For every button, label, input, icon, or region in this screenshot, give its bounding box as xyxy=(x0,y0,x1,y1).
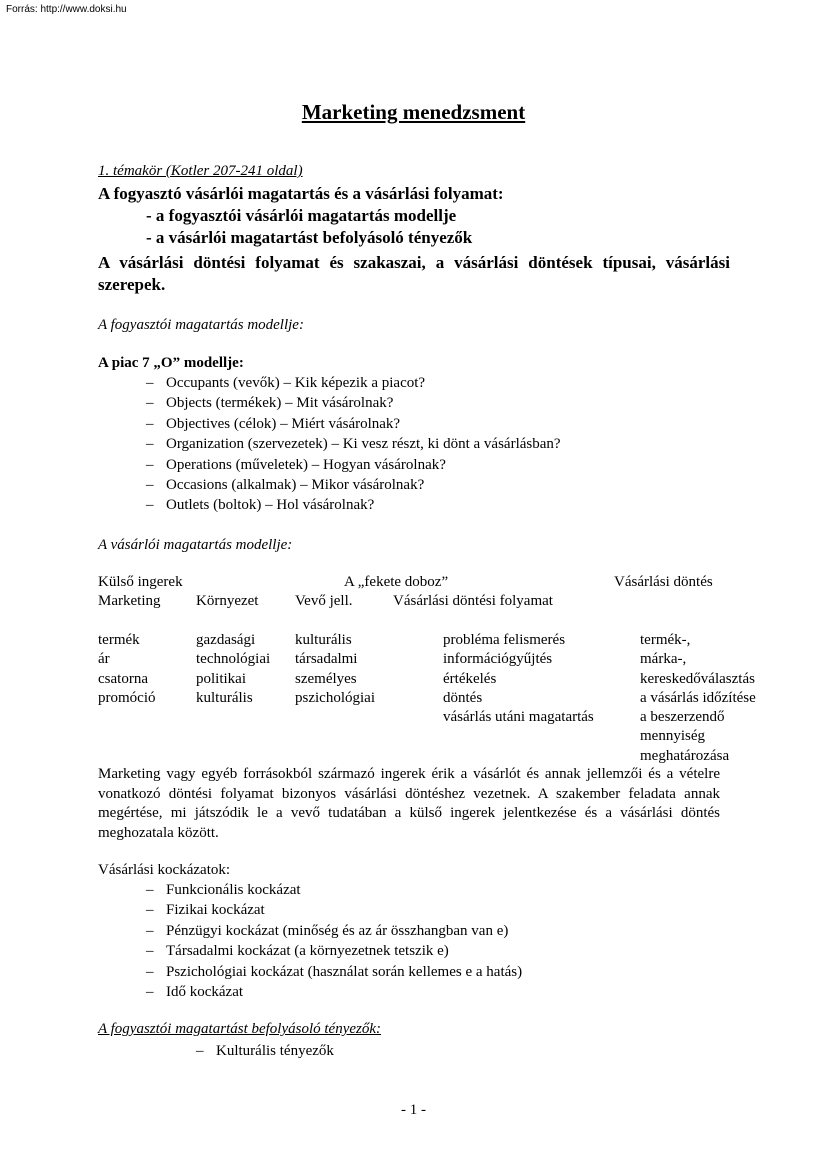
heading-secondary: A vásárlási döntési folyamat és szakaszai, a vásárlási döntések típusai, vásárlási szerepek. xyxy=(98,253,730,294)
piac-list xyxy=(146,373,561,516)
factors-list xyxy=(196,1041,334,1061)
model-sub-buyer: Vevő jell. xyxy=(295,593,353,609)
list-item: – Objectives (célok) – Miért vásárolnak? xyxy=(146,415,401,432)
table-cell: meghatározása xyxy=(640,747,730,764)
table-cell: csatorna xyxy=(98,670,148,687)
heading-sub-1: - a fogyasztói vásárlói magatartás modellje xyxy=(146,206,457,225)
topic-line: 1. témakör (Kotler 207-241 oldal) xyxy=(98,163,303,179)
table-cell: kulturális xyxy=(295,632,352,648)
table-cell: promóció xyxy=(98,689,156,706)
model-header-decision: Vásárlási döntés xyxy=(614,574,713,590)
table-cell: ár xyxy=(98,651,110,668)
table-cell: személyes xyxy=(295,670,357,687)
list-item: – Pénzügyi kockázat (minőség és az ár összhangban van e) xyxy=(146,922,509,939)
table-cell: termék xyxy=(98,632,140,648)
list-item: – Occasions (alkalmak) – Mikor vásárolnak? xyxy=(146,476,425,493)
table-cell: politikai xyxy=(196,670,246,687)
model-sub-process: Vásárlási döntési folyamat xyxy=(393,593,553,609)
page-number: - 1 - xyxy=(401,1102,426,1118)
list-item: – Operations (műveletek) – Hogyan vásárolnak? xyxy=(146,456,446,473)
table-cell: termék-, xyxy=(640,632,691,648)
table-cell: gazdasági xyxy=(196,632,256,648)
heading-main: A fogyasztó vásárlói magatartás és a vásárlási folyamat: xyxy=(98,184,504,203)
section-buyer-model: A vásárlói magatartás modellje: xyxy=(98,537,293,553)
list-item: – Occupants (vevők) – Kik képezik a piacot? xyxy=(146,375,426,391)
list-item: – Pszichológiai kockázat (használat során kellemes e a hatás) xyxy=(146,963,523,980)
table-cell: márka-, xyxy=(640,651,687,668)
table-cell: a vásárlás időzítése xyxy=(640,689,756,706)
table-cell: kulturális xyxy=(196,689,253,706)
model-col-decision xyxy=(640,631,756,766)
list-item: – Objects (termékek) – Mit vásárolnak? xyxy=(146,395,394,412)
heading-sub-2: - a vásárlói magatartást befolyásoló tényezők xyxy=(146,228,473,247)
list-item: – Kulturális tényezők xyxy=(196,1043,334,1059)
list-item: – Funkcionális kockázat xyxy=(146,882,301,898)
piac-heading: A piac 7 „O” modellje: xyxy=(98,355,244,371)
model-header-blackbox: A „fekete doboz” xyxy=(344,574,449,590)
list-item: – Társadalmi kockázat (a környezetnek tetszik e) xyxy=(146,943,449,960)
risks-list xyxy=(146,880,522,1002)
model-sub-environment: Környezet xyxy=(196,593,259,609)
list-item: – Fizikai kockázat xyxy=(146,902,265,919)
table-cell: pszichológiai xyxy=(295,689,375,706)
list-item: – Outlets (boltok) – Hol vásárolnak? xyxy=(146,497,375,514)
table-cell: mennyiség xyxy=(640,728,705,745)
model-sub-marketing: Marketing xyxy=(98,593,161,609)
list-item: – Idő kockázat xyxy=(146,983,244,1000)
model-col-environment xyxy=(196,631,270,708)
model-col-marketing xyxy=(98,631,156,708)
table-cell: döntés xyxy=(443,689,483,706)
table-cell: probléma felismerés xyxy=(443,632,566,648)
model-col-buyer xyxy=(295,631,375,708)
model-col-process xyxy=(443,631,594,727)
table-cell: vásárlás utáni magatartás xyxy=(443,709,594,726)
section-consumer-model: A fogyasztói magatartás modellje: xyxy=(98,317,304,333)
risks-heading: Vásárlási kockázatok: xyxy=(98,862,231,878)
table-cell: társadalmi xyxy=(295,651,358,668)
model-header-external: Külső ingerek xyxy=(98,574,183,590)
explanation-paragraph: Marketing vagy egyéb forrásokból származó ingerek érik a vásárlót és annak jellemzői és a vételre vonatkozó döntési folyamat bizonyos vásárlási döntéshez vezetnek. A szakember feladata annak megértése, mi játszódik le a vevő tudatában a külső ingerek jelentkezése és a vásárlási döntés meghozatala között. xyxy=(98,766,720,841)
source-label: Forrás: http://www.doksi.hu xyxy=(6,4,127,15)
table-cell: technológiai xyxy=(196,651,271,668)
page-title: Marketing menedzsment xyxy=(301,100,526,124)
list-item: – Organization (szervezetek) – Ki vesz részt, ki dönt a vásárlásban? xyxy=(146,436,561,453)
table-cell: információgyűjtés xyxy=(443,651,553,668)
table-cell: kereskedőválasztás xyxy=(640,670,755,687)
table-cell: értékelés xyxy=(443,670,497,687)
table-cell: a beszerzendő xyxy=(640,709,725,726)
factors-heading: A fogyasztói magatartást befolyásoló tényezők: xyxy=(98,1021,382,1037)
